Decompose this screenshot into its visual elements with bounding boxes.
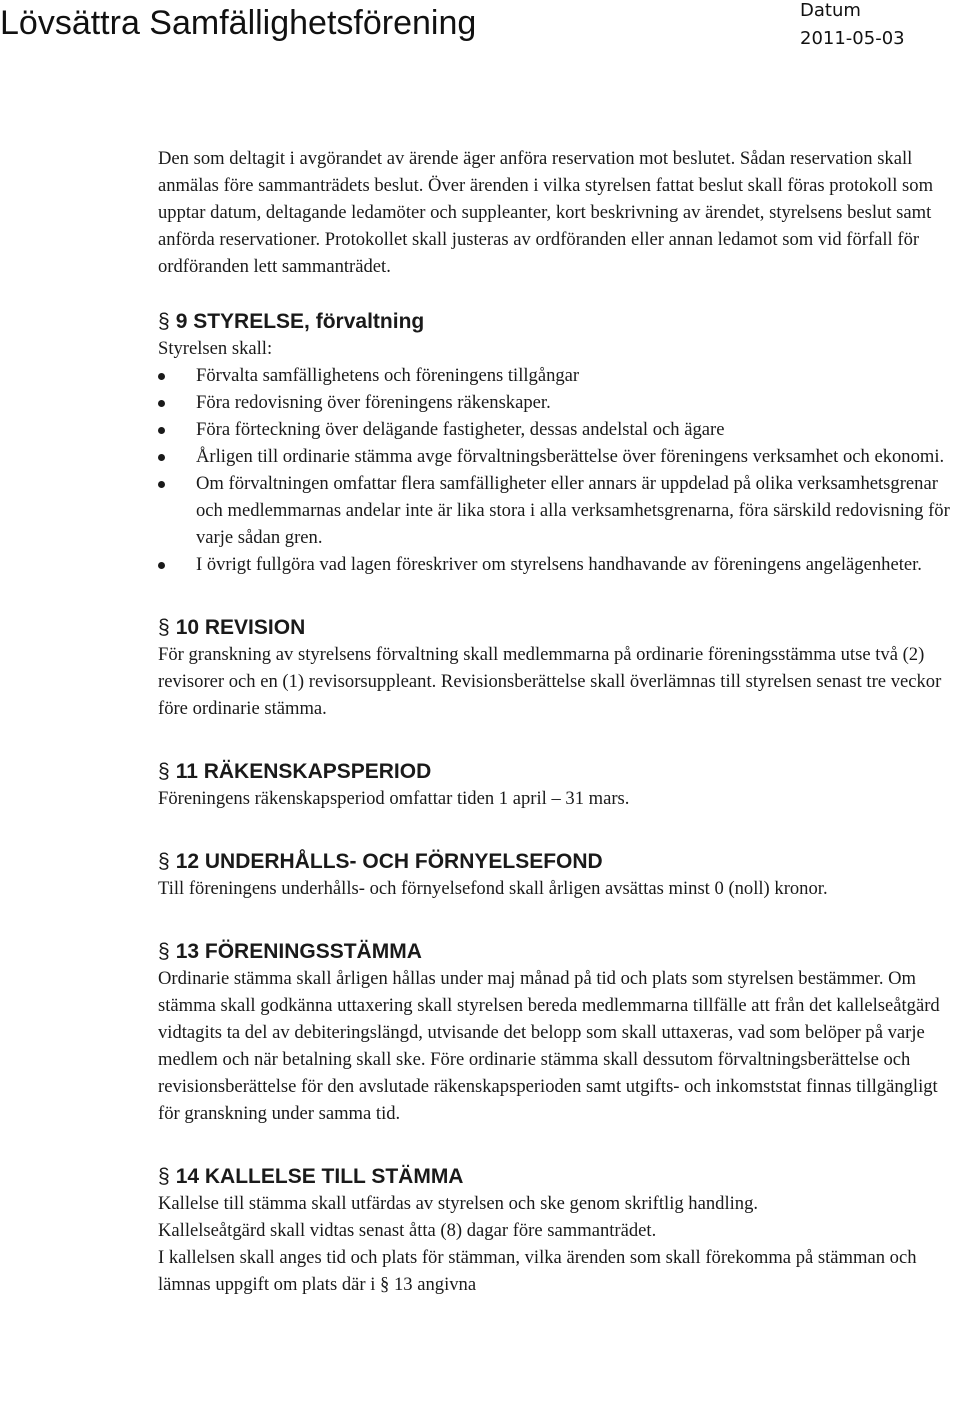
bullet-icon: [158, 481, 165, 488]
section-heading-13: [158, 938, 958, 965]
list-item-text: Årligen till ordinarie stämma avge förvaltningsberättelse över föreningens verksamhet och ekonomi.: [196, 446, 945, 467]
bullet-icon: [158, 454, 165, 461]
section-symbol: §: [158, 850, 170, 873]
section-title: 11 RÄKENSKAPSPERIOD: [175, 760, 432, 783]
list-item-text: Förvalta samfällighetens och föreningens tillgångar: [196, 365, 580, 386]
section-line: I kallelsen skall anges tid och plats för stämman, vilka ärenden som skall förekomma på stämman och lämnas uppgift om plats där i § 13 angivna: [158, 1247, 917, 1295]
section-title: 13 FÖRENINGSSTÄMMA: [175, 940, 422, 963]
bullet-icon: [158, 562, 165, 569]
section-heading-10: [158, 614, 958, 641]
list-item: [158, 416, 958, 443]
section-title: 9 STYRELSE, förvaltning: [175, 310, 425, 333]
section-symbol: §: [158, 940, 170, 963]
section-body: Till föreningens underhålls- och förnyelsefond skall årligen avsättas minst 0 (noll) kronor.: [158, 878, 828, 899]
section-heading-14: [158, 1163, 958, 1190]
section-title: 10 REVISION: [175, 616, 306, 639]
list-item: [158, 389, 958, 416]
section-heading-11: [158, 758, 958, 785]
list-item: [158, 362, 958, 389]
section-line: Kallelse till stämma skall utfärdas av styrelsen och ske genom skriftlig handling.: [158, 1193, 759, 1214]
section-line: Kallelseåtgärd skall vidtas senast åtta (8) dagar före sammanträdet.: [158, 1220, 657, 1241]
organization-name: Lövsättra Samfällighetsförening: [0, 4, 477, 42]
bullet-icon: [158, 373, 165, 380]
list-item: [158, 443, 958, 470]
section-symbol: §: [158, 616, 170, 639]
list-item-text: Föra redovisning över föreningens räkenskaper.: [196, 392, 551, 413]
section-heading-12: [158, 848, 958, 875]
bullet-icon: [158, 400, 165, 407]
list-item-text: Om förvaltningen omfattar flera samfälligheter eller annars är uppdelad på olika verksamhetsgrenar och medlemmarnas andelar inte är lika stora i alla verksamhetsgrenarna, föra särskild redovisning för varje sådan gren.: [196, 473, 950, 548]
section-heading-9: [158, 308, 958, 335]
list-item-text: I övrigt fullgöra vad lagen föreskriver om styrelsens handhavande av föreningens angelägenheter.: [196, 554, 922, 575]
section-intro: Styrelsen skall:: [158, 338, 273, 359]
section-body: Föreningens räkenskapsperiod omfattar tiden 1 april – 31 mars.: [158, 788, 630, 809]
list-item-text: Föra förteckning över delägande fastigheter, dessas andelstal och ägare: [196, 419, 725, 440]
section-title: 14 KALLELSE TILL STÄMMA: [175, 1165, 464, 1188]
section-symbol: §: [158, 760, 170, 783]
section-body: Ordinarie stämma skall årligen hållas under maj månad på tid och plats som styrelsen bestämmer. Om stämma skall godkänna uttaxering skall styrelsen bereda medlemmarna tillfälle att från det kallelseåtgärd vidtagits ta del av debiteringslängd, utvisande det belopp som skall uttaxeras, vad som belöper på varje medlem och när betalning skall ske. Före ordinarie stämma skall dessutom förvaltningsberättelse och revisionsberättelse för den avslutade räkenskapsperioden samt utgifts- och inkomststat finnas tillgängligt för granskning under samma tid.: [158, 968, 940, 1124]
bullet-icon: [158, 427, 165, 434]
list-item: [158, 551, 958, 578]
document-body: [158, 145, 958, 1298]
duty-list: [158, 362, 958, 578]
list-item: [158, 470, 958, 551]
section-symbol: §: [158, 1165, 170, 1188]
intro-paragraph: Den som deltagit i avgörandet av ärende äger anföra reservation mot beslutet. Sådan reservation skall anmälas före sammanträdets beslut. Över ärenden i vilka styrelsen fattat beslut skall föras protokoll som upptar datum, deltagande ledamöter och suppleanter, kort beskrivning av ärendet, styrelsens beslut samt anförda reservationer. Protokollet skall justeras av ordföranden eller annan ledamot som vid förfall för ordföranden lett sammanträdet.: [158, 148, 934, 277]
page-header: [0, 0, 960, 56]
date-label: Datum: [800, 0, 861, 21]
section-title: 12 UNDERHÅLLS- OCH FÖRNYELSEFOND: [175, 850, 603, 873]
date-value: 2011-05-03: [800, 28, 905, 49]
section-body: För granskning av styrelsens förvaltning skall medlemmarna på ordinarie föreningsstämma utse två (2) revisorer och en (1) revisorsuppleant. Revisionsberättelse skall överlämnas till styrelsen senast tre veckor före ordinarie stämma.: [158, 644, 942, 719]
section-symbol: §: [158, 310, 170, 333]
